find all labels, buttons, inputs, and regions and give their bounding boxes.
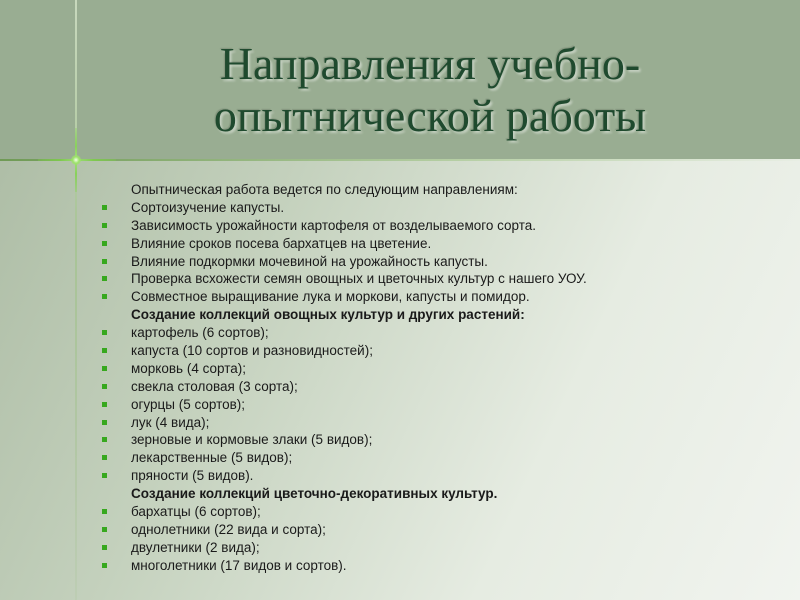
square-bullet-icon <box>102 420 107 425</box>
list-item-text: однолетники (22 вида и сорта); <box>131 521 326 537</box>
square-bullet-icon <box>102 294 107 299</box>
square-bullet-icon <box>102 455 107 460</box>
list-item <box>100 521 780 539</box>
slide-content-list <box>100 181 780 575</box>
list-item-text: зерновые и кормовые злаки (5 видов); <box>131 432 373 448</box>
list-item-text: Сортоизучение капусты. <box>131 199 285 215</box>
list-item-text: морковь (4 сорта); <box>131 360 246 376</box>
list-item <box>100 539 780 557</box>
list-item-text: картофель (6 сортов); <box>131 325 269 341</box>
section-heading-text: Создание коллекций цветочно-декоративных культур. <box>131 486 498 502</box>
list-item <box>100 342 780 360</box>
list-item <box>100 503 780 521</box>
square-bullet-icon <box>102 437 107 442</box>
square-bullet-icon <box>102 384 107 389</box>
sparkle-decoration-center <box>71 155 81 165</box>
decorative-vertical-line <box>75 0 77 600</box>
list-item <box>100 431 780 449</box>
list-item-text: капуста (10 сортов и разновидностей); <box>131 343 373 359</box>
section-heading <box>100 306 780 324</box>
list-item <box>100 449 780 467</box>
list-item-text: пряности (5 видов). <box>131 468 254 484</box>
square-bullet-icon <box>102 545 107 550</box>
square-bullet-icon <box>102 205 107 210</box>
list-item <box>100 414 780 432</box>
list-item-text: многолетники (17 видов и сортов). <box>131 557 347 573</box>
list-item <box>100 217 780 235</box>
list-item <box>100 324 780 342</box>
list-item-text: Влияние сроков посева бархатцев на цветение. <box>131 235 432 251</box>
slide-title <box>130 38 730 142</box>
square-bullet-icon <box>102 563 107 568</box>
square-bullet-icon <box>102 402 107 407</box>
list-item-text: Зависимость урожайности картофеля от возделываемого сорта. <box>131 217 537 233</box>
list-item-text: бархатцы (6 сортов); <box>131 504 261 520</box>
list-item-text: Проверка всхожести семян овощных и цветочных культур с нашего УОУ. <box>131 271 587 287</box>
square-bullet-icon <box>102 527 107 532</box>
square-bullet-icon <box>102 330 107 335</box>
list-item <box>100 288 780 306</box>
list-item-text: лекарственные (5 видов); <box>131 450 293 466</box>
square-bullet-icon <box>102 348 107 353</box>
list-item <box>100 253 780 271</box>
list-item <box>100 360 780 378</box>
list-item-text: лук (4 вида); <box>131 414 210 430</box>
list-item <box>100 199 780 217</box>
title-divider-line <box>0 159 800 161</box>
list-item <box>100 270 780 288</box>
square-bullet-icon <box>102 241 107 246</box>
section-heading <box>100 181 780 199</box>
list-item-text: Совместное выращивание лука и моркови, капусты и помидор. <box>131 289 530 305</box>
section-heading <box>100 485 780 503</box>
list-item <box>100 396 780 414</box>
square-bullet-icon <box>102 366 107 371</box>
square-bullet-icon <box>102 223 107 228</box>
list-item <box>100 557 780 575</box>
list-item-text: Влияние подкормки мочевиной на урожайность капусты. <box>131 253 488 269</box>
slide-title-line-2: опытнической работы <box>213 90 647 141</box>
list-item-text: двулетники (2 вида); <box>131 539 260 555</box>
square-bullet-icon <box>102 276 107 281</box>
slide-title-line-1: Направления учебно- <box>219 38 641 89</box>
list-item <box>100 235 780 253</box>
list-item-text: свекла столовая (3 сорта); <box>131 378 298 394</box>
square-bullet-icon <box>102 259 107 264</box>
square-bullet-icon <box>102 473 107 478</box>
list-item-text: огурцы (5 сортов); <box>131 396 246 412</box>
list-item <box>100 467 780 485</box>
square-bullet-icon <box>102 509 107 514</box>
list-item <box>100 378 780 396</box>
section-heading-text: Опытническая работа ведется по следующим направлениям: <box>131 182 518 197</box>
section-heading-text: Создание коллекций овощных культур и других растений: <box>131 307 525 323</box>
